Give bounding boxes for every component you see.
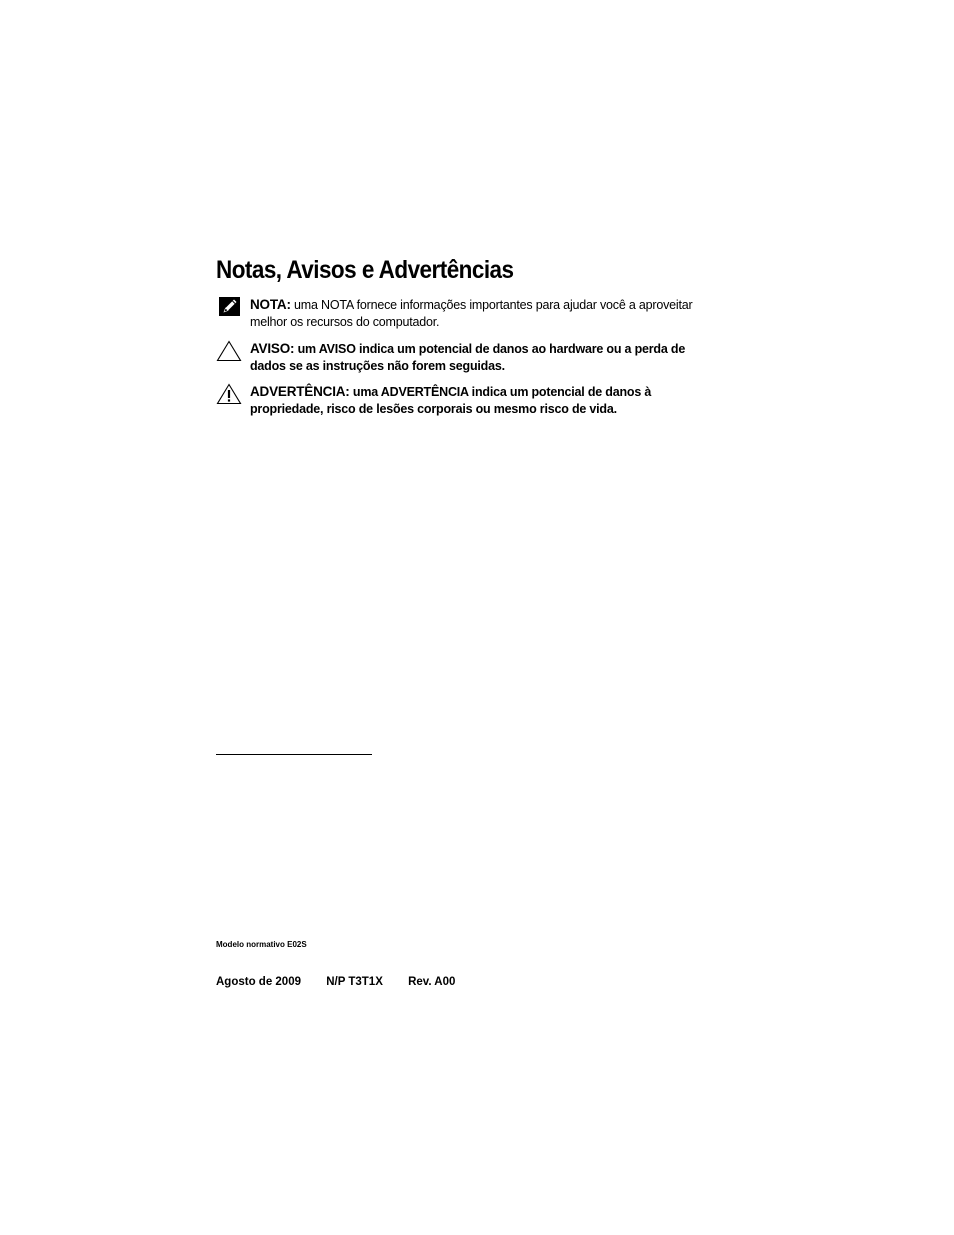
caution-triangle-icon bbox=[216, 340, 242, 362]
caution-body: um AVISO indica um potencial de danos ao hardware ou a perda de dados se as instruções não forem seguidas. bbox=[250, 342, 686, 373]
note-text bbox=[250, 296, 716, 331]
footer-date: Agosto de 2009 bbox=[216, 976, 301, 988]
footer-revision: Rev. A00 bbox=[408, 976, 456, 988]
warning-body: uma ADVERTÊNCIA indica um potencial de danos à propriedade, risco de lesões corporais ou mesmo risco de vida. bbox=[250, 385, 652, 416]
regulatory-model: Modelo normativo E02S bbox=[216, 940, 307, 949]
caution-label: AVISO: bbox=[250, 341, 295, 356]
warning-label: ADVERTÊNCIA: bbox=[250, 384, 350, 399]
footer-info bbox=[216, 976, 477, 988]
footer-part-number: N/P T3T1X bbox=[326, 976, 383, 988]
caution-notice bbox=[216, 340, 716, 375]
note-body: uma NOTA fornece informações importantes para ajudar você a aproveitar melhor os recursos do computador. bbox=[250, 298, 693, 329]
footnote-divider bbox=[216, 754, 372, 755]
warning-text bbox=[250, 383, 716, 418]
warning-triangle-icon bbox=[216, 383, 242, 405]
caution-text bbox=[250, 340, 716, 375]
page-title: Notas, Avisos e Advertências bbox=[216, 256, 514, 284]
note-pencil-icon bbox=[216, 296, 242, 318]
warning-notice bbox=[216, 383, 716, 418]
note-label: NOTA: bbox=[250, 297, 291, 312]
note-notice bbox=[216, 296, 716, 331]
